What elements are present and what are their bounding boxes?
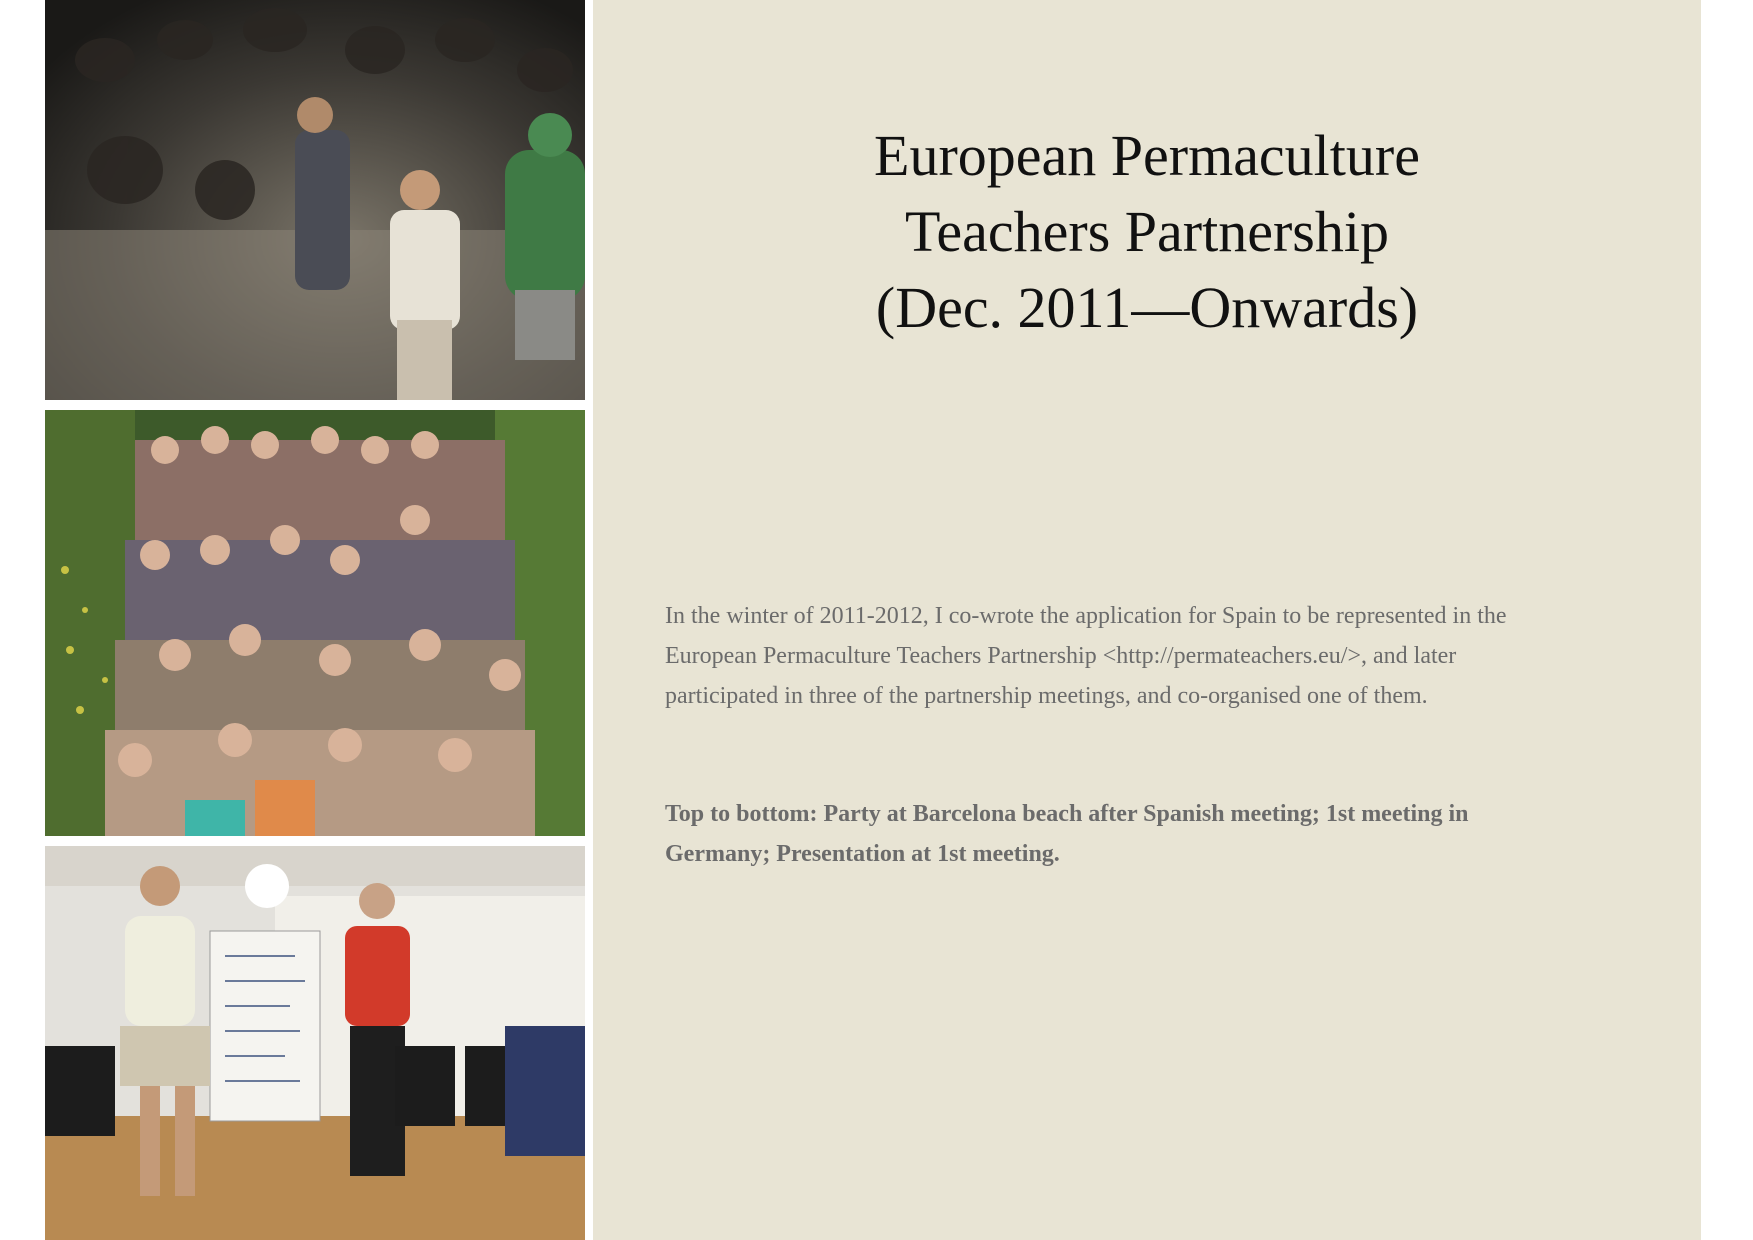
- photo-beach-party: [45, 0, 585, 400]
- page-title: [593, 118, 1701, 346]
- title-line-3: (Dec. 2011—Onwards): [875, 275, 1419, 340]
- title-line-2: Teachers Partnership: [905, 199, 1389, 264]
- photo-presentation: [45, 846, 585, 1240]
- text-panel: [593, 0, 1701, 1240]
- title-line-1: European Permaculture: [874, 123, 1420, 188]
- photo-caption: Top to bottom: Party at Barcelona beach after Spanish meeting; 1st meeting in Germany; Presentation at 1st meeting.: [665, 801, 1469, 867]
- body-paragraph: In the winter of 2011-2012, I co-wrote the application for Spain to be represented in the European Permaculture Teachers Partnership <http://permateachers.eu/>, and later participated in three of the partnership meetings, and co-organised one of them.: [665, 603, 1507, 709]
- photo-germany-group: [45, 410, 585, 836]
